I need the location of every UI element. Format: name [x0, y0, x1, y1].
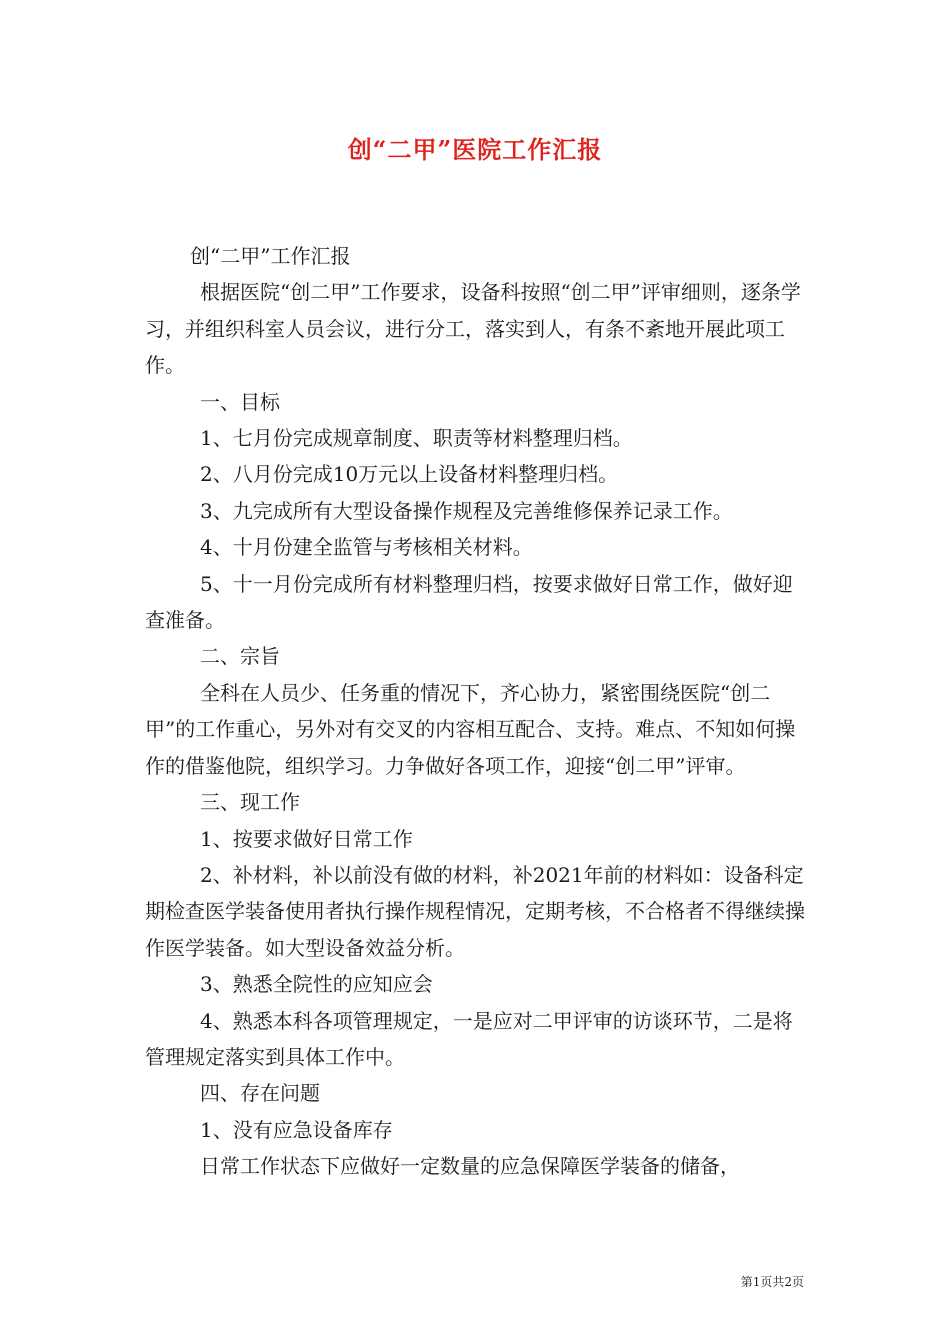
list-item-work-3: 3、熟悉全院性的应知应会 — [200, 972, 433, 997]
paragraph-problem-detail: 日常工作状态下应做好一定数量的应急保障医学装备的储备， — [200, 1154, 740, 1179]
list-item-goal-5: 5、十一月份完成所有材料整理归档，按要求做好日常工作，做好迎查准备。 — [145, 571, 793, 633]
document-body — [145, 238, 810, 1185]
paragraph-purpose: 全科在人员少、任务重的情况下，齐心协力，紧密围绕医院“创二甲”的工作重心，另外对有交叉的内容相互配合、支持。难点、不知如何操作的借鉴他院，组织学习。力争做好各项工作，迎接“创二甲”评审。 — [145, 680, 796, 778]
list-item-goal-3: 3、九完成所有大型设备操作规程及完善维修保养记录工作。 — [200, 498, 733, 523]
list-item-goal-2: 2、八月份完成10万元以上设备材料整理归档。 — [200, 462, 619, 487]
paragraph-subtitle: 创“二甲”工作汇报 — [190, 244, 351, 268]
list-item-work-2: 2、补材料，补以前没有做的材料，补2021年前的材料如：设备科定期检查医学装备使用者执行操作规程情况，定期考核，不合格者不得继续操作医学装备。如大型设备效益分析。 — [145, 862, 805, 960]
list-item-work-1: 1、按要求做好日常工作 — [200, 826, 413, 851]
list-item-work-4: 4、熟悉本科各项管理规定，一是应对二甲评审的访谈环节，二是将管理规定落实到具体工作中。 — [145, 1008, 793, 1069]
section-heading-goals: 一、目标 — [200, 389, 280, 414]
section-heading-current-work: 三、现工作 — [200, 790, 300, 815]
paragraph-intro: 根据医院“创二甲”工作要求，设备科按照“创二甲”评审细则，逐条学习，并组织科室人员会议，进行分工，落实到人，有条不紊地开展此项工作。 — [145, 280, 801, 378]
document-title: 创“二甲”医院工作汇报 — [347, 135, 603, 164]
page-number: 第1页共2页 — [740, 1275, 804, 1289]
section-heading-problems: 四、存在问题 — [200, 1081, 320, 1106]
list-item-goal-1: 1、七月份完成规章制度、职责等材料整理归档。 — [200, 426, 633, 451]
section-heading-purpose: 二、宗旨 — [200, 644, 280, 669]
list-item-problem-1: 1、没有应急设备库存 — [200, 1117, 393, 1142]
list-item-goal-4: 4、十月份建全监管与考核相关材料。 — [200, 535, 533, 560]
